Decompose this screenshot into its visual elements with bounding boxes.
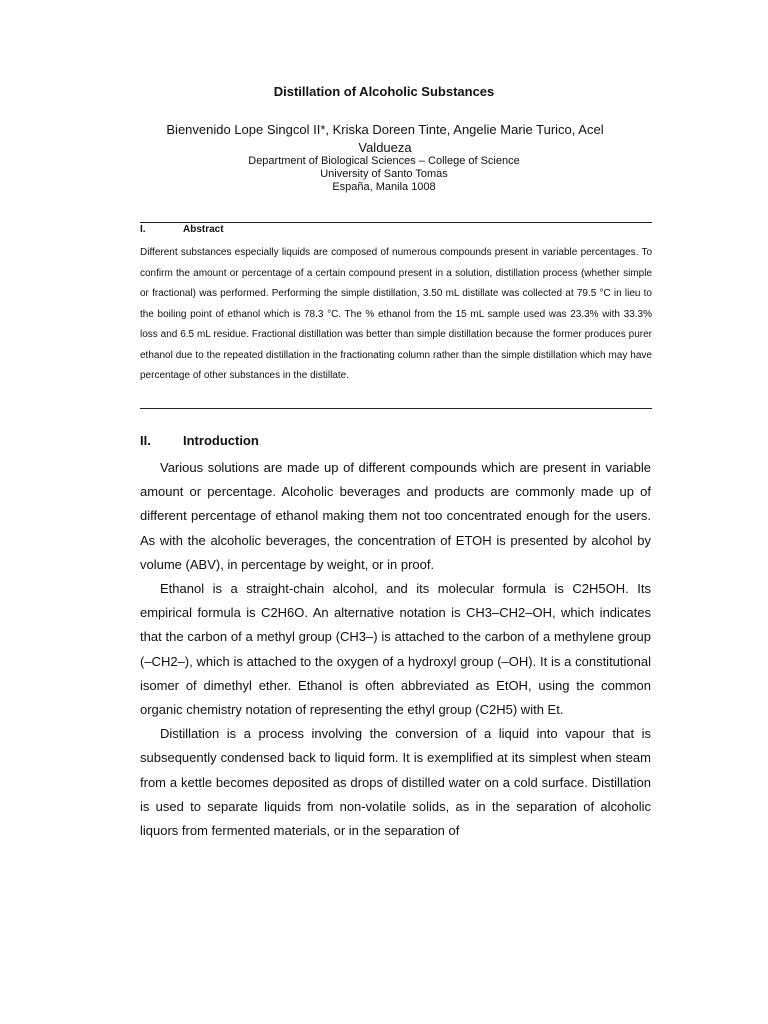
abstract-top-rule xyxy=(140,222,652,223)
introduction-body xyxy=(140,456,651,843)
abstract-body: Different substances especially liquids are composed of numerous compounds present in variable percentages. To confirm the amount or percentage of a certain compound present in a solution, distillation process (whether simple or fractional) was performed. Performing the simple distillation, 3.50 mL distillate was collected at 79.5 °C in lieu to the boiling point of ethanol which is 78.3 °C. The % ethanol from the 15 mL sample used was 23.3% with 33.3% loss and 6.5 mL residue. Fractional distillation was better than simple distillation because the former produces purer ethanol due to the repeated distillation in the fractionating column rather than the simple distillation which may have percentage of other substances in the distillate. xyxy=(140,247,652,381)
introduction-section-title: Introduction xyxy=(183,433,259,448)
author-list: Bienvenido Lope Singcol II*, Kriska Doreen Tinte, Angelie Marie Turico, Acel Valdueza xyxy=(166,122,604,155)
introduction-paragraph: Various solutions are made up of different compounds which are present in variable amount or percentage. Alcoholic beverages and products are commonly made up of different percentage of ethanol making them not too concentrated enough for the users. As with the alcoholic beverages, the concentration of ETOH is presented by alcohol by volume (ABV), in percentage by weight, or in proof. xyxy=(140,460,651,572)
paper-title: Distillation of Alcoholic Substances xyxy=(273,84,495,99)
introduction-paragraph: Ethanol is a straight-chain alcohol, and its molecular formula is C2H5OH. Its empirical formula is C2H6O. An alternative notation is CH3–CH2–OH, which indicates that the carbon of a methyl group (CH3–) is attached to the carbon of a methylene group (–CH2–), which is attached to the oxygen of a hydroxyl group (–OH). It is a constitutional isomer of dimethyl ether. Ethanol is often abbreviated as EtOH, using the common organic chemistry notation of representing the ethyl group (C2H5) with Et. xyxy=(140,581,651,718)
affiliation-university: University of Santo Tomas xyxy=(320,168,448,180)
introduction-paragraph: Distillation is a process involving the conversion of a liquid into vapour that is subsequently condensed back to liquid form. It is exemplified at its simplest when steam from a kettle becomes deposited as drops of distilled water on a cold surface. Distillation is used to separate liquids from non-volatile solids, as in the separation of alcoholic liquors from fermented materials, or in the separation of xyxy=(140,726,651,839)
abstract-bottom-rule xyxy=(140,408,652,409)
abstract-section-title: Abstract xyxy=(183,224,224,235)
abstract-section-number: I. xyxy=(140,224,146,235)
affiliation-address: España, Manila 1008 xyxy=(332,181,436,193)
affiliation-department: Department of Biological Sciences – College of Science xyxy=(248,155,520,167)
introduction-section-number: II. xyxy=(140,433,151,448)
